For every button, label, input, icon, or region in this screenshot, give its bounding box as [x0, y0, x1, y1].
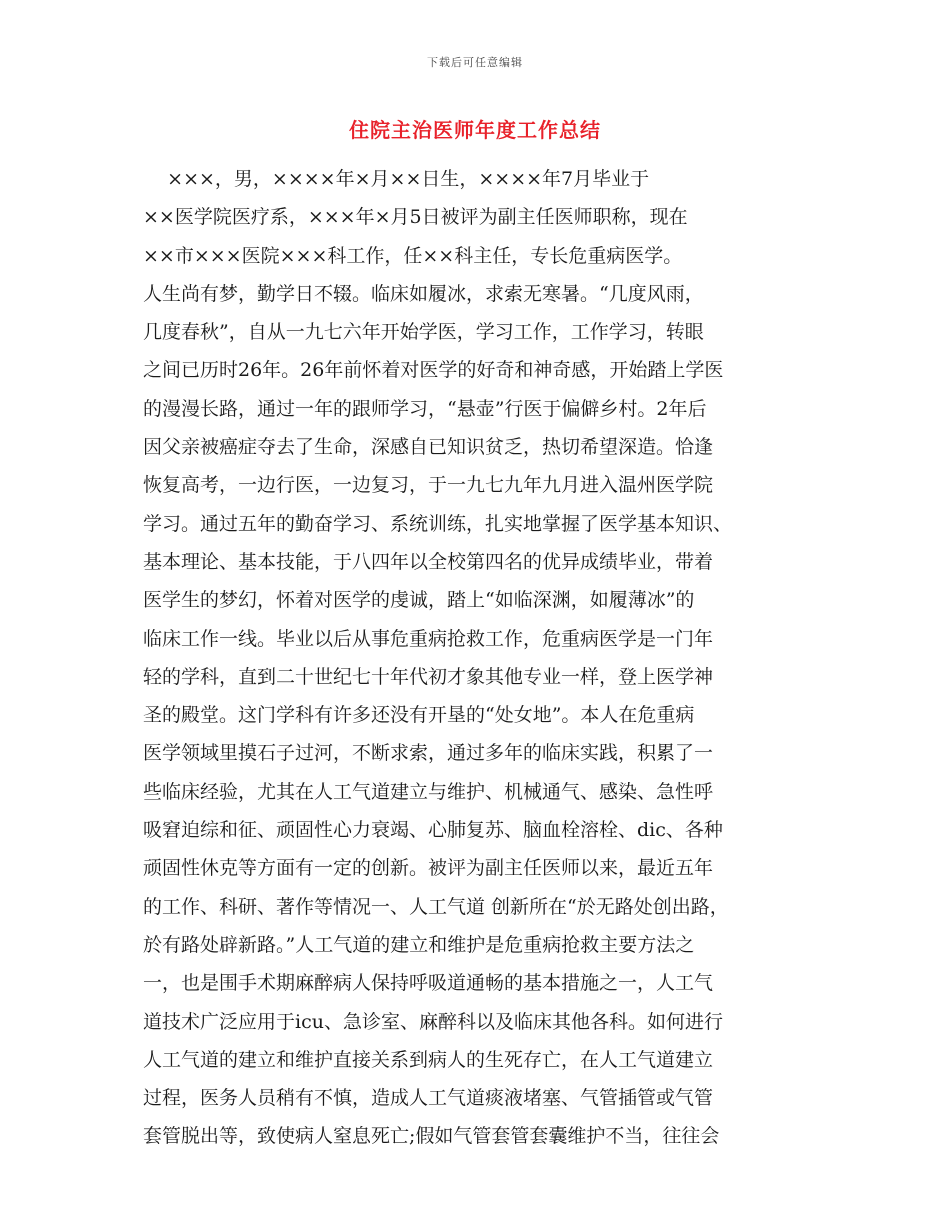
- text-line: 人工气道的建立和维护直接关系到病人的生死存亡，在人工气道建立: [143, 1048, 714, 1071]
- text-line: 圣的殿堂。这门学科有许多还没有开垦的“处女地”。本人在危重病: [143, 704, 695, 727]
- text-line: ××医学院医疗系，×××年×月5日被评为副主任医师职称，现在: [143, 206, 688, 229]
- text-line: 轻的学科，直到二十世纪七十年代初才象其他专业一样，登上医学神: [143, 665, 714, 688]
- header-note: 下载后可任意编辑: [427, 56, 523, 69]
- text-line: 基本理论、基本技能，于八四年以全校第四名的优异成绩毕业，带着: [143, 550, 714, 573]
- text-line: 些临床经验，尤其在人工气道建立与维护、机械通气、感染、急性呼: [143, 780, 714, 803]
- body-text: [143, 160, 813, 1156]
- text-line: 之间已历时26年。26年前怀着对医学的好奇和神奇感，开始踏上学医: [143, 359, 724, 382]
- text-line: 吸窘迫综和征、顽固性心力衰竭、心肺复苏、脑血栓溶栓、dic、各种: [143, 819, 723, 842]
- text-line: 恢复高考，一边行医，一边复习，于一九七九年九月进入温州医学院: [143, 474, 714, 497]
- text-line: 顽固性休克等方面有一定的创新。被评为副主任医师以来，最近五年: [143, 857, 714, 880]
- document-title: 住院主治医师年度工作总结: [349, 118, 601, 142]
- text-line: 学习。通过五年的勤奋学习、系统训练，扎实地掌握了医学基本知识、: [143, 512, 733, 535]
- text-line: ×××，男，××××年×月××日生，××××年7月毕业于: [143, 168, 650, 190]
- text-line: 道技术广泛应用于icu、急诊室、麻醉科以及临床其他各科。如何进行: [143, 1010, 723, 1033]
- text-line: 一，也是围手术期麻醉病人保持呼吸道通畅的基本措施之一，人工气: [143, 972, 714, 995]
- text-line: 因父亲被癌症夺去了生命，深感自已知识贫乏，热切希望深造。恰逢: [143, 436, 714, 459]
- text-line: ××市×××医院×××科工作，任××科主任，专长危重病医学。: [143, 244, 683, 267]
- text-line: 过程，医务人员稍有不慎，造成人工气道痰液堵塞、气管插管或气管: [143, 1087, 714, 1110]
- text-line: 的工作、科研、著作等情况一、人工气道 创新所在“於无路处创出路，: [143, 895, 729, 918]
- text-line: 套管脱出等，致使病人窒息死亡;假如气管套管套囊维护不当，往往会: [143, 1125, 720, 1148]
- text-line: 临床工作一线。毕业以后从事危重病抢救工作，危重病医学是一门年: [143, 627, 714, 650]
- text-line: 医学生的梦幻，怀着对医学的虔诚，踏上“如临深渊，如履薄冰”的: [143, 589, 695, 612]
- text-line: 几度春秋”，自从一九七六年开始学医，学习工作，工作学习，转眼: [143, 321, 704, 344]
- text-line: 的漫漫长路，通过一年的跟师学习，“悬壶”行医于偏僻乡村。2年后: [143, 397, 707, 420]
- text-line: 人生尚有梦，勤学日不辍。临床如履冰，求索无寒暑。“几度风雨，: [143, 282, 704, 305]
- text-line: 於有路处辟新路。”人工气道的建立和维护是危重病抢救主要方法之: [143, 933, 695, 956]
- text-line: 医学领域里摸石子过河，不断求索，通过多年的临床实践，积累了一: [143, 742, 714, 765]
